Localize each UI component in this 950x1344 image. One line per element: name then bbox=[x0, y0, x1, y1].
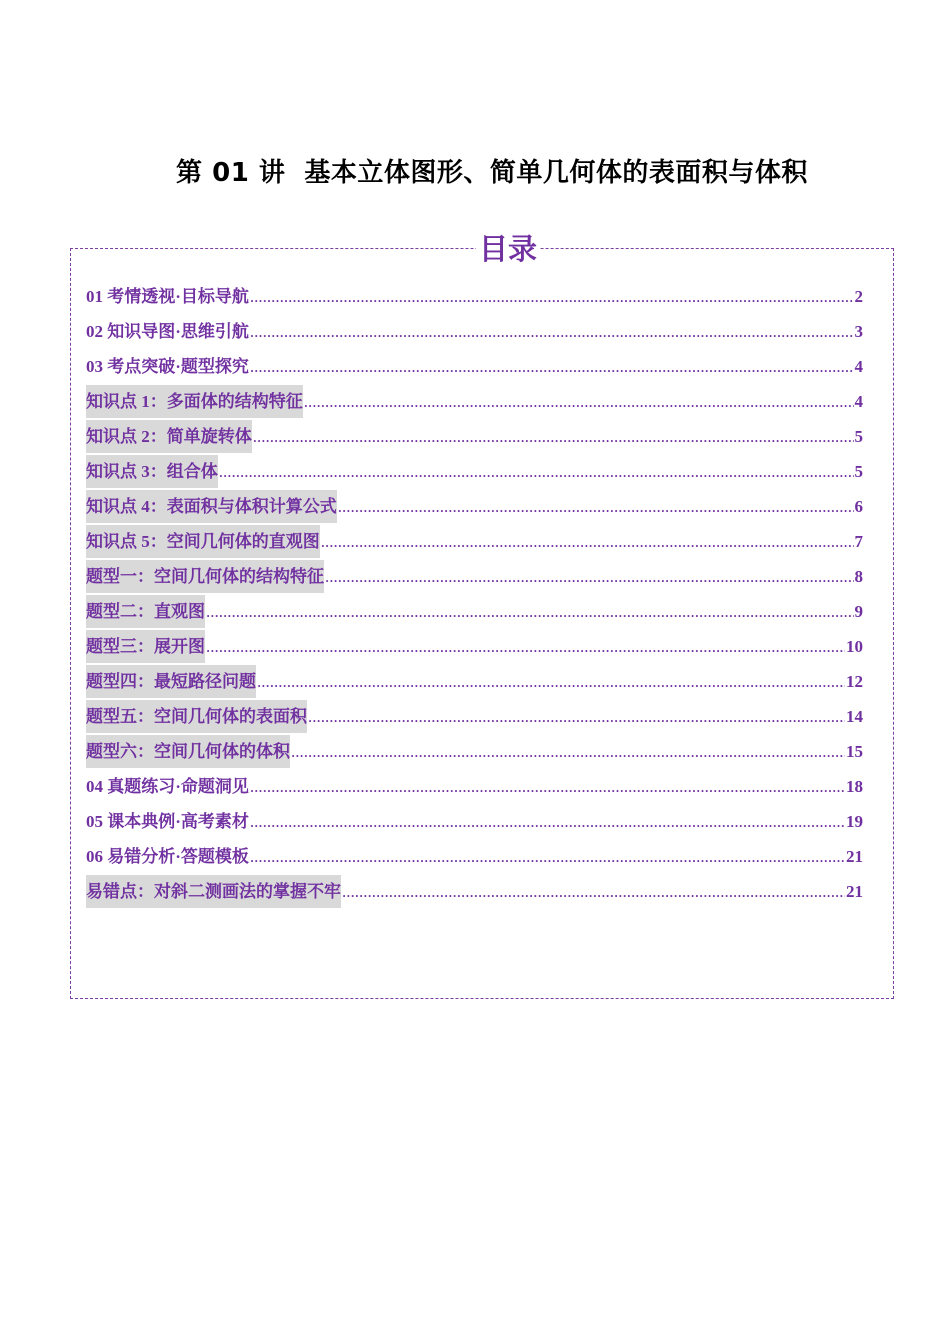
toc-entry-page-number[interactable]: 21 bbox=[846, 882, 863, 901]
toc-entry-label[interactable]: 题型五：空间几何体的表面积 bbox=[86, 700, 307, 733]
toc-entry-label[interactable]: 知识点 5：空间几何体的直观图 bbox=[86, 525, 320, 558]
toc-entry[interactable] bbox=[86, 385, 863, 420]
toc-dot-leader bbox=[250, 805, 845, 838]
toc-entry-label[interactable]: 题型一：空间几何体的结构特征 bbox=[86, 560, 324, 593]
toc-entry[interactable] bbox=[86, 560, 863, 595]
toc-entry-page-number[interactable]: 8 bbox=[854, 567, 863, 586]
toc-entry-label[interactable]: 题型六：空间几何体的体积 bbox=[86, 735, 290, 768]
toc-entry-page-number[interactable]: 12 bbox=[846, 672, 863, 691]
toc-entry-label[interactable]: 01 考情透视·目标导航 bbox=[86, 287, 249, 306]
toc-entry-label[interactable]: 知识点 2：简单旋转体 bbox=[86, 420, 252, 453]
toc-entry[interactable] bbox=[86, 700, 863, 735]
toc-entry-page-number[interactable]: 18 bbox=[846, 777, 863, 796]
toc-entry[interactable] bbox=[86, 280, 863, 315]
toc-dot-leader bbox=[250, 350, 854, 383]
toc-dot-leader bbox=[206, 630, 845, 663]
toc-dot-leader bbox=[325, 560, 854, 593]
toc-dot-leader bbox=[338, 490, 854, 523]
toc-entry-label[interactable]: 易错点：对斜二测画法的掌握不牢 bbox=[86, 875, 341, 908]
toc-entry-page-number[interactable]: 3 bbox=[854, 322, 863, 341]
toc-dot-leader bbox=[219, 455, 854, 488]
toc-entry-page-number[interactable]: 14 bbox=[846, 707, 863, 726]
toc-entry-page-number[interactable]: 4 bbox=[854, 392, 863, 411]
toc-entry-page-number[interactable]: 10 bbox=[846, 637, 863, 656]
toc-dot-leader bbox=[250, 315, 854, 348]
toc-entry-page-number[interactable]: 7 bbox=[854, 532, 863, 551]
toc-entry[interactable] bbox=[86, 840, 863, 875]
toc-entry[interactable] bbox=[86, 525, 863, 560]
toc-list bbox=[86, 280, 863, 910]
toc-entry-page-number[interactable]: 2 bbox=[854, 287, 863, 306]
toc-entry-page-number[interactable]: 5 bbox=[854, 462, 863, 481]
toc-entry-page-number[interactable]: 9 bbox=[854, 602, 863, 621]
toc-dot-leader bbox=[304, 385, 854, 418]
toc-entry-page-number[interactable]: 4 bbox=[854, 357, 863, 376]
toc-dot-leader bbox=[291, 735, 845, 768]
toc-entry[interactable] bbox=[86, 315, 863, 350]
toc-entry[interactable] bbox=[86, 630, 863, 665]
toc-dot-leader bbox=[250, 840, 845, 873]
toc-entry-page-number[interactable]: 5 bbox=[854, 427, 863, 446]
toc-dot-leader bbox=[253, 420, 854, 453]
toc-entry[interactable] bbox=[86, 665, 863, 700]
toc-entry[interactable] bbox=[86, 805, 863, 840]
document-title: 第 01 讲 基本立体图形、简单几何体的表面积与体积 bbox=[176, 158, 808, 188]
toc-entry-page-number[interactable]: 19 bbox=[846, 812, 863, 831]
toc-entry[interactable] bbox=[86, 420, 863, 455]
toc-entry-label[interactable]: 题型三：展开图 bbox=[86, 630, 205, 663]
toc-entry-page-number[interactable]: 15 bbox=[846, 742, 863, 761]
toc-dot-leader bbox=[250, 770, 845, 803]
toc-entry-label[interactable]: 04 真题练习·命题洞见 bbox=[86, 777, 249, 796]
toc-entry-label[interactable]: 03 考点突破·题型探究 bbox=[86, 357, 249, 376]
toc-dot-leader bbox=[321, 525, 854, 558]
toc-entry-page-number[interactable]: 21 bbox=[846, 847, 863, 866]
toc-entry-label[interactable]: 05 课本典例·高考素材 bbox=[86, 812, 249, 831]
toc-entry[interactable] bbox=[86, 455, 863, 490]
toc-entry[interactable] bbox=[86, 595, 863, 630]
toc-entry-label[interactable]: 知识点 1：多面体的结构特征 bbox=[86, 385, 303, 418]
toc-entry-label[interactable]: 06 易错分析·答题模板 bbox=[86, 847, 249, 866]
toc-entry[interactable] bbox=[86, 875, 863, 910]
toc-heading: 目录 bbox=[476, 229, 540, 269]
toc-entry[interactable] bbox=[86, 490, 863, 525]
toc-dot-leader bbox=[257, 665, 845, 698]
toc-entry-label[interactable]: 知识点 3：组合体 bbox=[86, 455, 218, 488]
toc-entry[interactable] bbox=[86, 735, 863, 770]
toc-entry[interactable] bbox=[86, 770, 863, 805]
toc-dot-leader bbox=[250, 280, 854, 313]
toc-dot-leader bbox=[308, 700, 845, 733]
toc-dot-leader bbox=[206, 595, 854, 628]
toc-entry-label[interactable]: 知识点 4：表面积与体积计算公式 bbox=[86, 490, 337, 523]
toc-entry-label[interactable]: 题型四：最短路径问题 bbox=[86, 665, 256, 698]
toc-entry[interactable] bbox=[86, 350, 863, 385]
toc-entry-label[interactable]: 02 知识导图·思维引航 bbox=[86, 322, 249, 341]
toc-entry-label[interactable]: 题型二：直观图 bbox=[86, 595, 205, 628]
toc-dot-leader bbox=[342, 875, 845, 908]
toc-entry-page-number[interactable]: 6 bbox=[854, 497, 863, 516]
